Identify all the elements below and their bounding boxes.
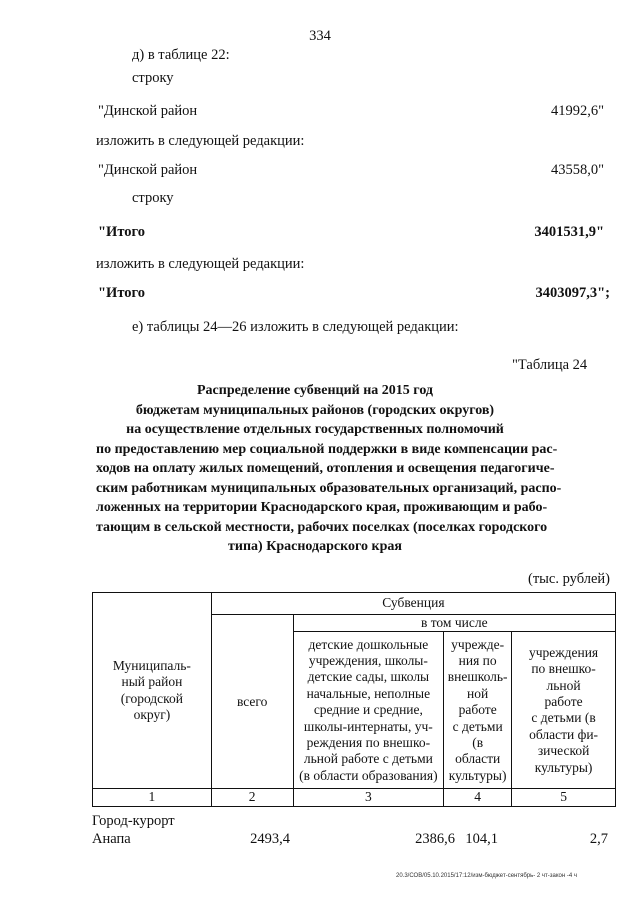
table-title (96, 381, 562, 557)
title-line: Распределение субвенций на 2015 год (197, 383, 433, 398)
row-value: 43558,0" (550, 162, 604, 178)
column-number: 1 (93, 789, 212, 806)
document-footer: 20.3/СОВ/05.10.2015/17:12/изм-бюджет-сентябрь- 2 чт-закон -4 ч (396, 873, 578, 879)
table-caption: "Таблица 24 (512, 357, 588, 373)
row-word: строку (132, 190, 174, 206)
header-subvention: Субвенция (211, 593, 615, 615)
column-number: 2 (211, 789, 293, 806)
header-municipality: Муниципаль- ный район (городской округ) (93, 593, 212, 789)
column-number: 4 (444, 789, 512, 806)
total-value: 3403097,3"; (535, 285, 610, 301)
row-name: "Динской район (98, 103, 198, 119)
title-line: на осуществление отдельных государственных полномочий (126, 422, 504, 437)
title-line: ходов на оплату жилых помещений, отопления и освещения педагогиче- (96, 461, 555, 476)
total-label: "Итого (98, 285, 145, 301)
header-culture: учрежде- ния по внешколь- ной работе с детьми (в области культуры) (444, 632, 512, 789)
municipality-name: Город-курорт (92, 813, 175, 829)
amendment-d: д) в таблице 22: (132, 47, 230, 63)
value-culture: 104,1 (465, 831, 498, 847)
column-number: 3 (293, 789, 444, 806)
page-number: 334 (309, 28, 331, 44)
total-value: 3401531,9" (534, 224, 604, 240)
value-education: 2386,6 (415, 831, 455, 847)
header-sport: учреждения по внешко- льной работе с детьми (в области фи- зической культуры) (512, 632, 616, 789)
column-number: 5 (512, 789, 616, 806)
title-line: ложенных на территории Краснодарского края, проживающим и рабо- (96, 500, 548, 515)
value-total: 2493,4 (250, 831, 290, 847)
title-line: тающим в сельской местности, рабочих поселках (поселках городского (96, 519, 548, 535)
title-line: ским работникам муниципальных образовательных организаций, распо- (96, 480, 562, 496)
municipality-name: Анапа (92, 831, 131, 847)
set-out-instruction: изложить в следующей редакции: (96, 256, 305, 272)
title-line: типа) Краснодарского края (228, 539, 402, 554)
header-education: детские дошкольные учреждения, школы- детские сады, школы начальные, неполные средние и средние, школы-интернаты, уч- реждения по внешко- льной работе с детьми (в области образования) (293, 632, 444, 789)
row-value: 41992,6" (550, 103, 604, 119)
value-sport: 2,7 (589, 831, 608, 847)
header-including: в том числе (293, 615, 615, 632)
title-line: бюджетам муниципальных районов (городских округов) (135, 402, 495, 418)
total-label: "Итого (98, 224, 145, 240)
set-out-instruction: изложить в следующей редакции: (96, 133, 305, 149)
subvention-table (92, 592, 616, 807)
amendment-e: е) таблицы 24—26 изложить в следующей редакции: (132, 319, 459, 335)
units-label: (тыс. рублей) (528, 571, 610, 587)
title-line: по предоставлению мер социальной поддержки в виде компенсации рас- (96, 441, 558, 457)
header-total: всего (211, 615, 293, 789)
row-name: "Динской район (98, 162, 198, 178)
row-word: строку (132, 70, 174, 86)
